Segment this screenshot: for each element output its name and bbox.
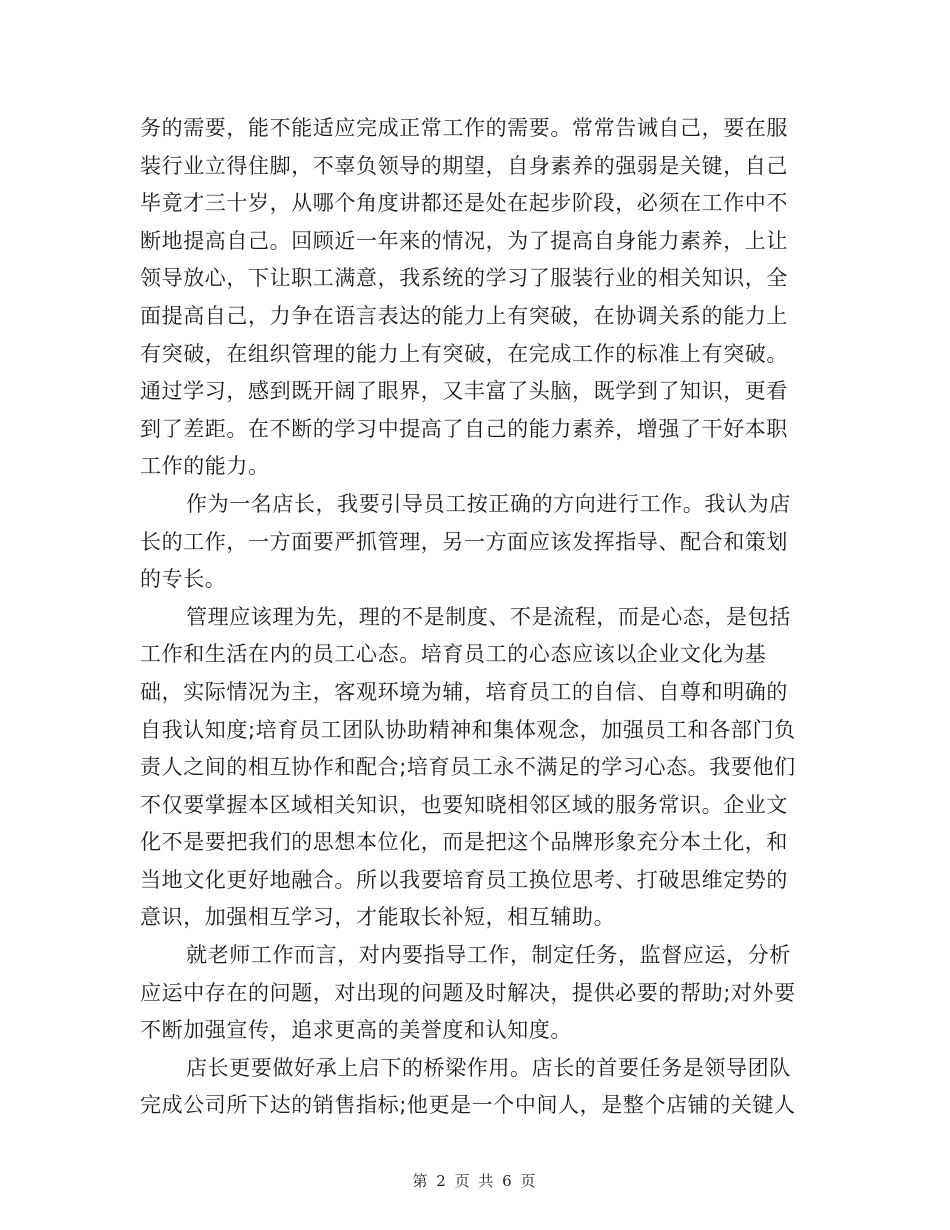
paragraph-2: 作为一名店长，我要引导员工按正确的方向进行工作。我认为店长的工作，一方面要严抓管理，另一方面应该发挥指导、配合和策划的专长。 [140,491,791,592]
paragraph-3: 管理应该理为先，理的不是制度、不是流程，而是心态，是包括工作和生活在内的员工心态。培育员工的心态应该以企业文化为基础，实际情况为主，客观环境为辅，培育员工的自信、自尊和明确的自我认知度;培育员工团队协助精神和集体观念，加强员工和各部门负责人之间的相互协作和配合;培育员工永不满足的学习心态。我要他们不仅要掌握本区域相关知识，也要知晓相邻区域的服务常识。企业文化不是要把我们的思想本位化，而是把这个品牌形象充分本土化，和当地文化更好地融合。所以我要培育员工换位思考、打破思维定势的意识，加强相互学习，才能取长补短，相互辅助。 [140,604,796,930]
paragraph-5: 店长更要做好承上启下的桥梁作用。店长的首要任务是领导团队完成公司所下达的销售指标;他更是一个中间人，是整个店铺的关键人 [140,1055,796,1118]
paragraph-4: 就老师工作而言，对内要指导工作，制定任务，监督应运，分析应运中存在的问题，对出现的问题及时解决，提供必要的帮助;对外要不断加强宣传，追求更高的美誉度和认知度。 [140,943,796,1043]
document-body [140,110,806,1125]
paragraph-1: 务的需要，能不能适应完成正常工作的需要。常常告诫自己，要在服装行业立得住脚，不辜负领导的期望，自身素养的强弱是关键，自己毕竟才三十岁，从哪个角度讲都还是处在起步阶段，必须在工作中不断地提高自己。回顾近一年来的情况，为了提高自身能力素养，上让领导放心，下让职工满意，我系统的学习了服装行业的相关知识，全面提高自己，力争在语言表达的能力上有突破，在协调关系的能力上有突破，在组织管理的能力上有突破，在完成工作的标准上有突破。通过学习，感到既开阔了眼界，又丰富了头脑，既学到了知识，更看到了差距。在不断的学习中提高了自己的能力素养，增强了干好本职工作的能力。 [140,116,788,479]
page-footer: 第 2 页 共 6 页 [412,1172,538,1190]
